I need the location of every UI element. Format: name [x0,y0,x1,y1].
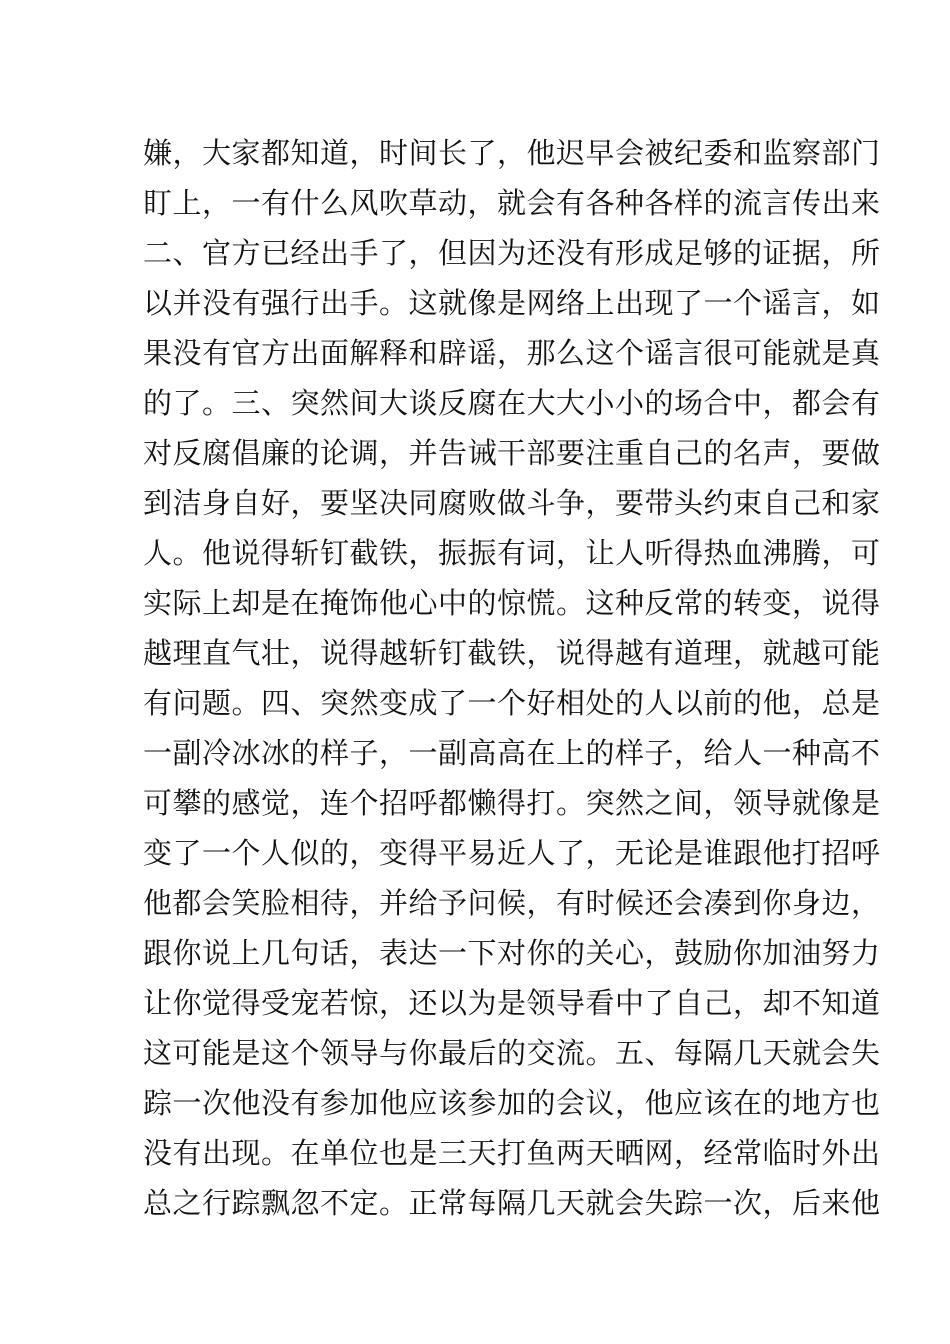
text-line: 没有出现。在单位也是三天打鱼两天晒网，经常临时外出 [143,1136,881,1170]
body-text [143,128,881,1228]
text-line: 对反腐倡廉的论调，并告诫干部要注重自己的名声，要做 [143,436,881,470]
text-line: 实际上却是在掩饰他心中的惊慌。这种反常的转变，说得 [143,586,881,620]
text-line: 可攀的感觉，连个招呼都懒得打。突然之间，领导就像是 [143,786,881,820]
text-line: 跟你说上几句话，表达一下对你的关心，鼓励你加油努力 [143,936,881,970]
text-line: 这可能是这个领导与你最后的交流。五、每隔几天就会失 [143,1036,881,1070]
text-line: 让你觉得受宠若惊，还以为是领导看中了自己，却不知道 [143,986,881,1020]
text-line: 到洁身自好，要坚决同腐败做斗争，要带头约束自己和家 [143,486,881,520]
text-line: 盯上，一有什么风吹草动，就会有各种各样的流言传出来 [143,186,881,220]
text-line: 以并没有强行出手。这就像是网络上出现了一个谣言，如 [143,286,881,320]
text-line: 的了。三、突然间大谈反腐在大大小小的场合中，都会有 [143,386,881,420]
text-line: 踪一次他没有参加他应该参加的会议，他应该在的地方也 [143,1086,881,1120]
text-line: 他都会笑脸相待，并给予问候，有时候还会凑到你身边， [143,886,881,920]
text-line: 越理直气壮，说得越斩钉截铁，说得越有道理，就越可能 [143,636,881,670]
text-line: 果没有官方出面解释和辟谣，那么这个谣言很可能就是真 [143,336,881,370]
text-line: 二、官方已经出手了，但因为还没有形成足够的证据，所 [143,236,881,270]
text-line: 人。他说得斩钉截铁，振振有词，让人听得热血沸腾，可 [143,536,881,570]
text-line: 有问题。四、突然变成了一个好相处的人以前的他，总是 [143,686,881,720]
text-line: 一副冷冰冰的样子，一副高高在上的样子，给人一种高不 [143,736,881,770]
text-line: 嫌，大家都知道，时间长了，他迟早会被纪委和监察部门 [143,136,881,170]
text-line: 总之行踪飘忽不定。正常每隔几天就会失踪一次，后来他 [143,1186,881,1220]
text-line: 变了一个人似的，变得平易近人了，无论是谁跟他打招呼 [143,836,881,870]
